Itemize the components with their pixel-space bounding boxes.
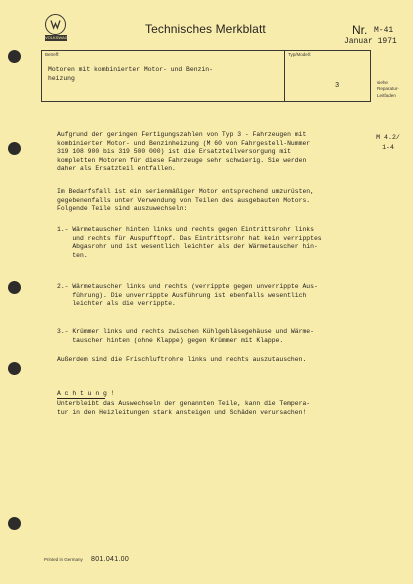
number-label: Nr. bbox=[352, 23, 368, 37]
logo-sub-label: VOLKSWAGEN bbox=[45, 35, 74, 40]
betreff-label: Betreff: bbox=[45, 52, 60, 57]
form-number: 801.041.00 bbox=[91, 556, 130, 563]
vw-logo bbox=[45, 14, 66, 35]
subject-text: Motoren mit kombinierter Motor- und Benzin- heizung bbox=[48, 66, 213, 82]
warning-underline bbox=[57, 398, 105, 399]
list-item: 3.- Krümmer links und rechts zwischen Kühlgebläsegehäuse und Wärme- tauscher hinten (ohne Klappe) gegen Krümmer mit Klappe. bbox=[57, 328, 314, 344]
printed-in-label: Printed in Germany bbox=[44, 557, 83, 562]
document-number: M-41 bbox=[374, 26, 394, 35]
warning-heading: A c h t u n g ! bbox=[57, 390, 115, 397]
typ-value: 3 bbox=[335, 82, 340, 90]
paragraph-requirement: Im Bedarfsfall ist ein serienmäßiger Motor entsprechend umzurüsten, gegebenenfalls unter Verwendung von Teilen des ausgebauten Motors. Folgende Teile sind auszuwechseln: bbox=[57, 188, 314, 213]
document-date: Januar 1971 bbox=[344, 37, 397, 46]
punch-hole bbox=[8, 517, 21, 530]
paragraph-intro: Aufgrund der geringen Fertigungszahlen von Typ 3 - Fahrzeugen mit kombinierter Motor- und Benzinheizung (M 60 von Fahrgestell-Nummer 319 108 900 bis 319 500 000) ist die Ersatzteilversorgung mit kompletten Motoren für diese Fahrzeuge sehr schwierig. Sie werden daher als Ersatzteil entfallen. bbox=[57, 131, 311, 173]
list-item: 1.- Wärmetauscher hinten links und rechts gegen Eintrittsrohr links und rechts für Auspufftopf. Das Eintrittsrohr hat kein verripptes Abgasrohr und ist wesentlich leichter als der Wärmetauscher hin- ten. bbox=[57, 226, 322, 259]
subject-box-divider bbox=[284, 50, 285, 102]
page-title: Technisches Merkblatt bbox=[145, 22, 266, 36]
side-note: siehe Reparatur- Leitfaden bbox=[377, 80, 399, 98]
warning-text: Unterbleibt das Auswechseln der genannten Teile, kann die Tempera- tur in den Heizleitungen stark ansteigen und Schäden verursachen! bbox=[57, 400, 311, 416]
punch-hole bbox=[8, 362, 21, 375]
typ-label: Typ/Modell: bbox=[288, 52, 312, 57]
punch-hole bbox=[8, 142, 21, 155]
list-item: 2.- Wärmetauscher links und rechts (verrippte gegen unverrippte Aus- führung). Die unverrippte Ausführung ist ebenfalls wesentlich leichter als die verrippte. bbox=[57, 283, 318, 308]
paragraph-additional: Außerdem sind die Frischluftrohre links und rechts auszutauschen. bbox=[57, 356, 307, 363]
side-reference: M 4.2/ 1-4 bbox=[376, 134, 400, 151]
punch-hole bbox=[8, 50, 21, 63]
punch-hole bbox=[8, 281, 21, 294]
